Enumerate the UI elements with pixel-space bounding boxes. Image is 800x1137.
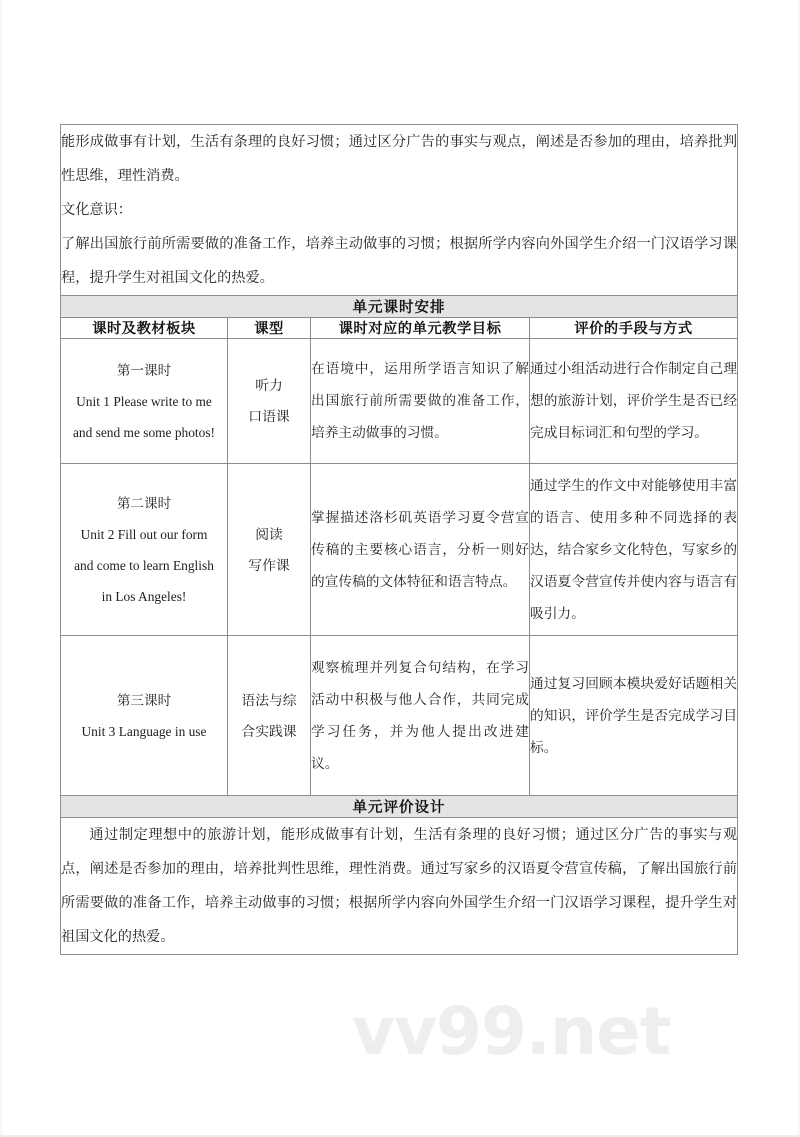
lesson-3-period: 第三课时 xyxy=(116,692,172,708)
lesson-3-unit-line1: Unit 3 Language in use xyxy=(81,723,207,739)
lesson-1-type-line2: 口语课 xyxy=(248,409,290,424)
lesson-2-unit-line1: Unit 2 Fill out our form xyxy=(80,526,208,542)
lesson-3-objective: 观察梳理并列复合句结构，在学习活动中积极与他人合作，共同完成学习任务，并为他人提出改进建议。 xyxy=(311,636,530,796)
lesson-1-assessment: 通过小组活动进行合作制定自己理想的旅游计划，评价学生是否已经完成目标词汇和句型的学习。 xyxy=(530,339,738,464)
intro-heading-cultural-awareness: 文化意识： xyxy=(61,202,132,218)
lesson-1-unit-line2: and send me some photos! xyxy=(72,424,216,440)
intro-paragraph-2: 了解出国旅行前所需要做的准备工作，培养主动做事的习惯；根据所学内容向外国学生介绍一门汉语学习课程，提升学生对祖国文化的热爱。 xyxy=(61,236,738,286)
table-row-column-headers xyxy=(61,318,738,339)
table-row-lesson-2 xyxy=(61,464,738,636)
lesson-3-type-line1: 语法与综 xyxy=(241,692,297,708)
column-header-lesson-type: 课型 xyxy=(228,318,311,339)
lesson-2-objective: 掌握描述洛杉矶英语学习夏令营宣传稿的主要核心语言，分析一则好的宣传稿的文体特征和语言特点。 xyxy=(311,464,530,636)
lesson-1-period: 第一课时 xyxy=(116,362,172,378)
evaluation-band-title: 单元评价设计 xyxy=(61,796,738,818)
column-header-objective: 课时对应的单元教学目标 xyxy=(311,318,530,339)
lesson-2-unit-line3: in Los Angeles! xyxy=(101,588,187,604)
table-row-evaluation-band xyxy=(61,796,738,818)
column-header-period: 课时及教材板块 xyxy=(61,318,228,339)
lesson-2-unit-line2: and come to learn English xyxy=(74,557,214,573)
lesson-2-type-line1: 阅读 xyxy=(255,526,283,542)
lesson-3-period-cell xyxy=(61,636,228,796)
lesson-3-type-cell xyxy=(228,636,311,796)
lesson-1-type-line1: 听力 xyxy=(255,378,283,393)
table-row-lesson-1 xyxy=(61,339,738,464)
table-row-schedule-band xyxy=(61,296,738,318)
lesson-2-period: 第二课时 xyxy=(116,495,172,511)
column-header-assessment: 评价的手段与方式 xyxy=(530,318,738,339)
table-row-intro xyxy=(61,125,738,296)
lesson-2-period-cell xyxy=(61,464,228,636)
evaluation-paragraph: 通过制定理想中的旅游计划，能形成做事有计划，生活有条理的良好习惯；通过区分广告的事实与观点，阐述是否参加的理由，培养批判性思维，理性消费。通过写家乡的汉语夏令营宣传稿，了解出国旅行前所需要做的准备工作，培养主动做事的习惯；根据所学内容向外国学生介绍一门汉语学习课程，提升学生对祖国文化的热爱。 xyxy=(61,827,738,945)
schedule-band-title: 单元课时安排 xyxy=(61,296,738,318)
site-watermark: vv99.net xyxy=(352,993,671,1070)
lesson-3-assessment: 通过复习回顾本模块爱好话题相关的知识，评价学生是否完成学习目标。 xyxy=(530,636,738,796)
lesson-2-type-cell xyxy=(228,464,311,636)
table-row-lesson-3 xyxy=(61,636,738,796)
lesson-1-objective: 在语境中，运用所学语言知识了解出国旅行前所需要做的准备工作，培养主动做事的习惯。 xyxy=(311,339,530,464)
lesson-2-type-line2: 写作课 xyxy=(248,557,290,573)
intro-cell xyxy=(61,125,738,296)
lesson-1-unit-line1: Unit 1 Please write to me xyxy=(76,393,212,409)
table-row-evaluation-body xyxy=(61,818,738,955)
lesson-1-period-cell xyxy=(61,339,228,464)
lesson-1-type-cell xyxy=(228,339,311,464)
intro-paragraph-1: 能形成做事有计划，生活有条理的良好习惯；通过区分广告的事实与观点，阐述是否参加的理由，培养批判性思维，理性消费。 xyxy=(61,134,738,184)
lesson-2-assessment: 通过学生的作文中对能够使用丰富的语言、使用多种不同选择的表达，结合家乡文化特色，写家乡的汉语夏令营宣传并使内容与语言有吸引力。 xyxy=(530,464,738,636)
scan-edge-left xyxy=(0,0,3,1137)
lesson-plan-table xyxy=(60,124,738,955)
lesson-3-type-line2: 合实践课 xyxy=(241,723,297,739)
evaluation-cell xyxy=(61,818,738,955)
